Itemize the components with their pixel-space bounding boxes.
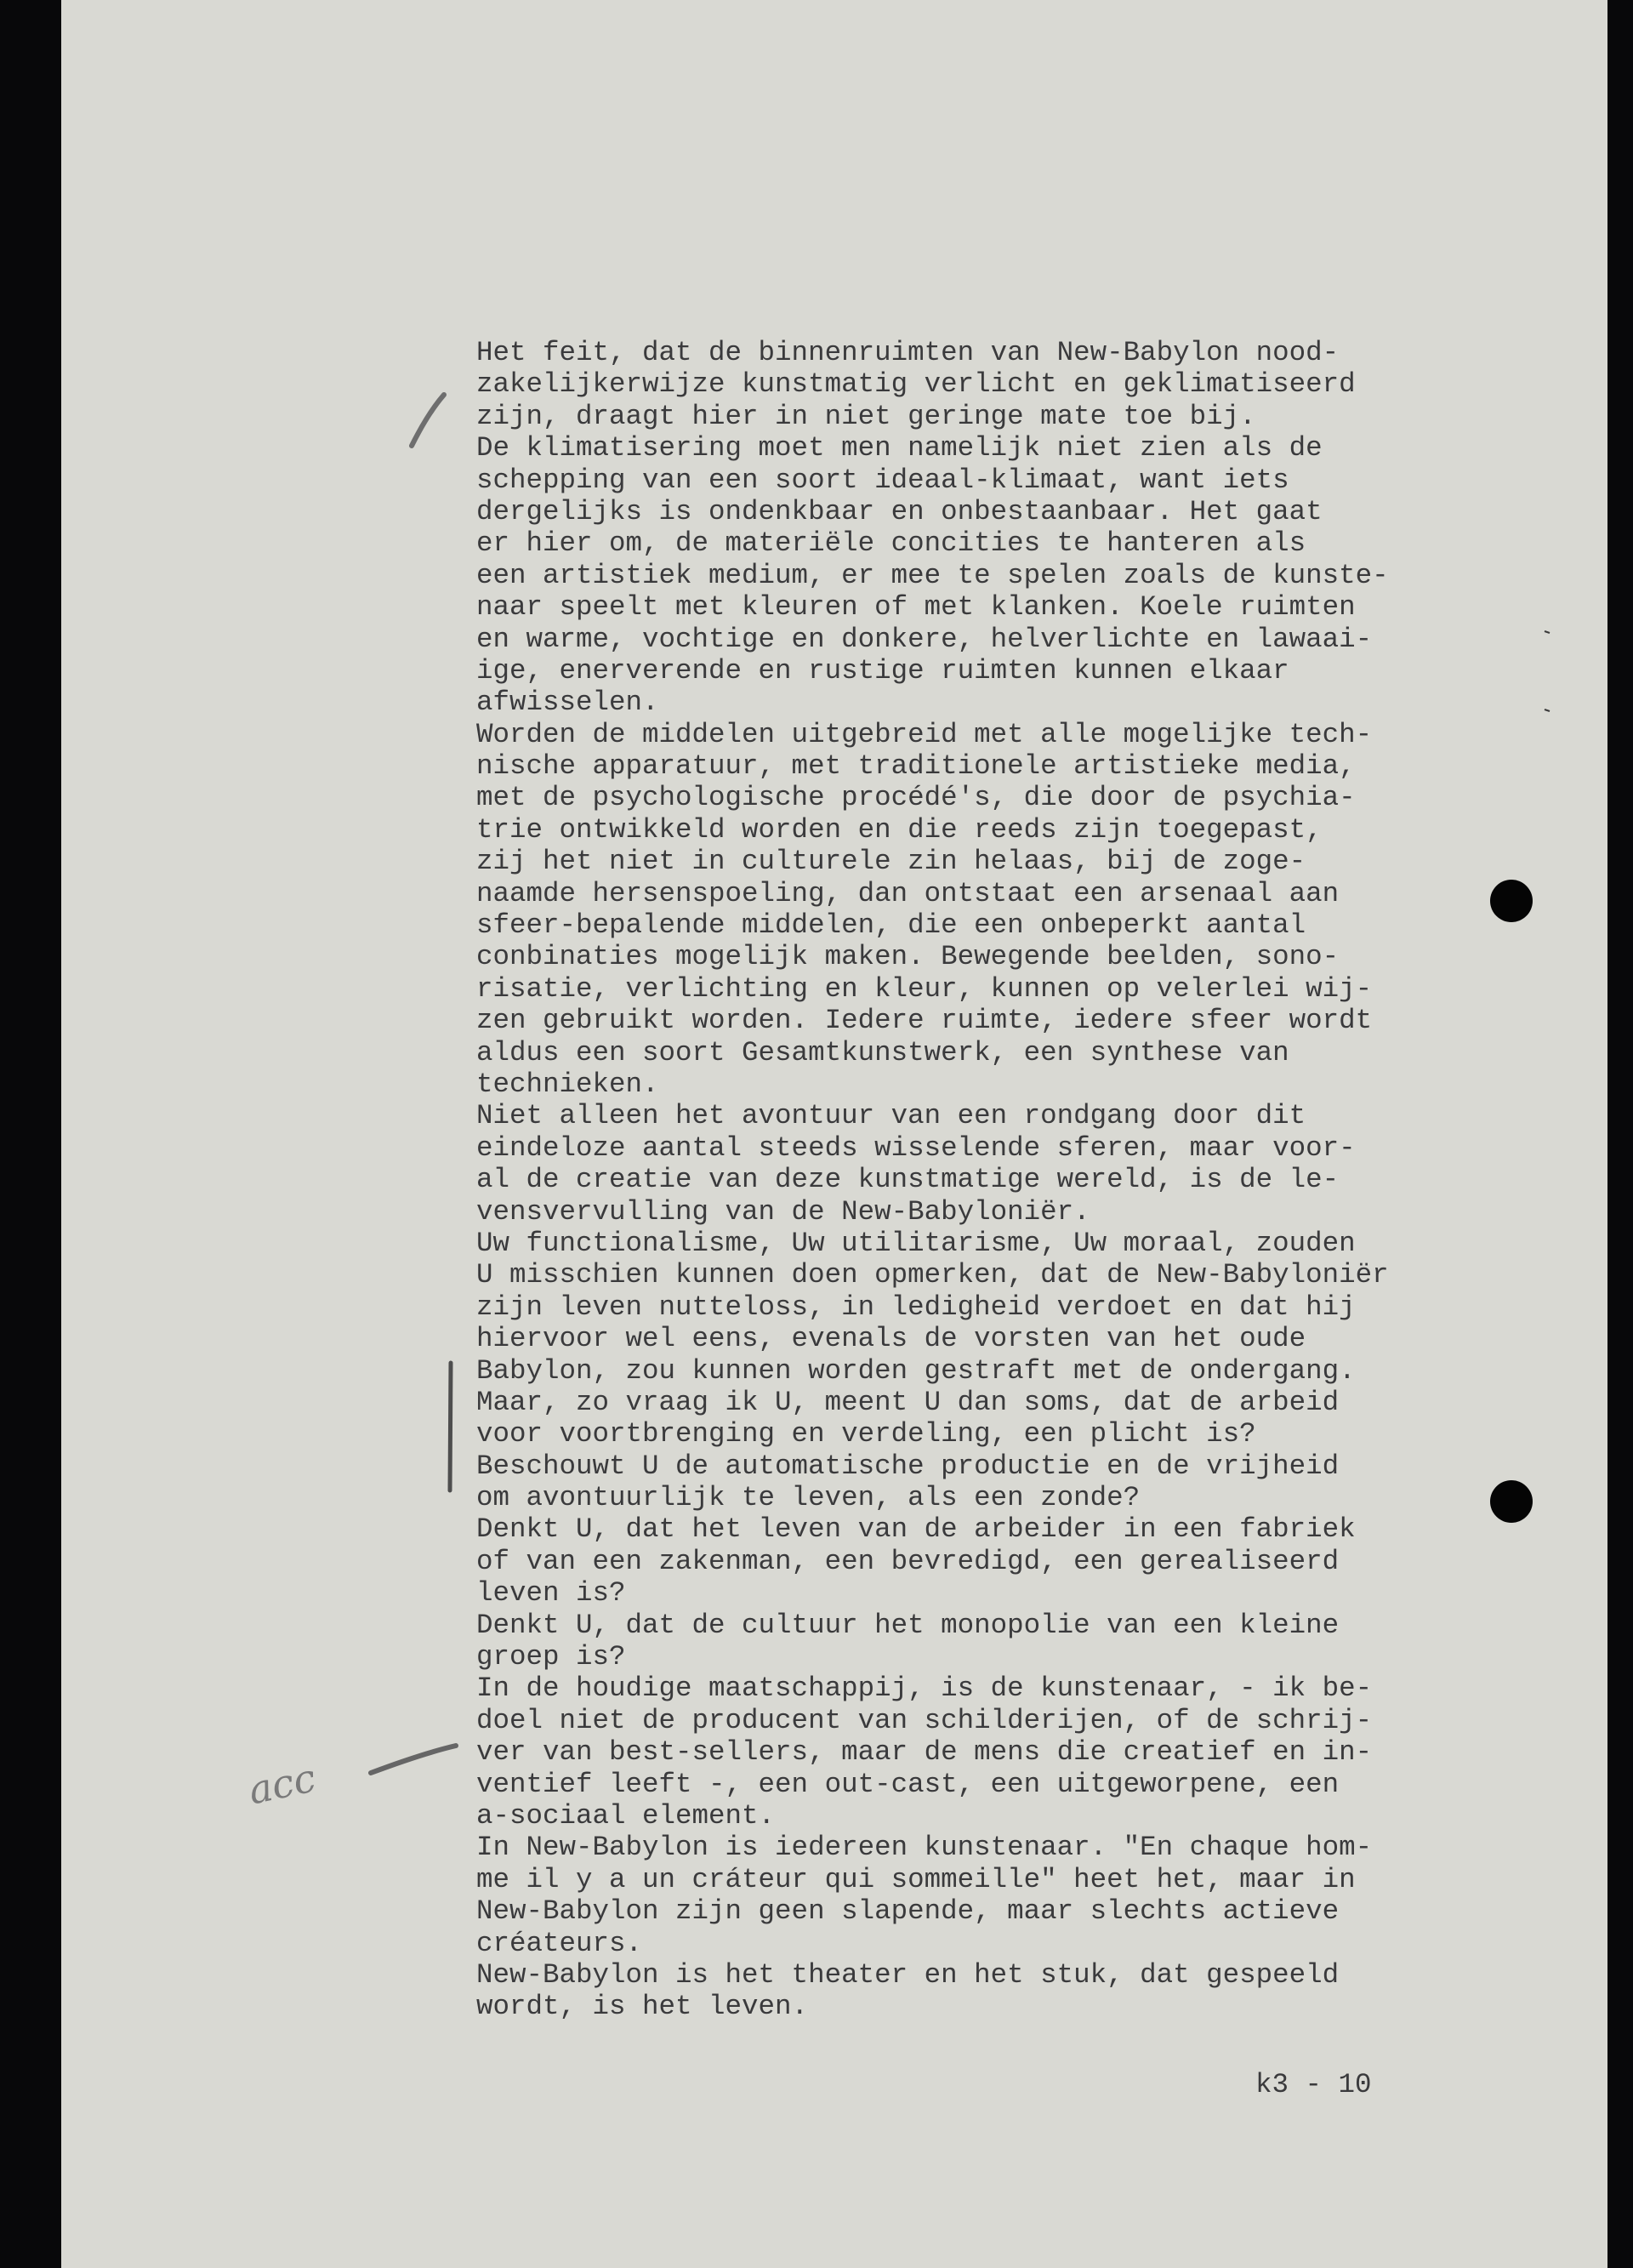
text-line: zen gebruikt worden. Iedere ruimte, iedere sfeer wordt <box>476 1005 1373 1037</box>
text-line: ver van best-sellers, maar de mens die creatief en in- <box>476 1736 1373 1769</box>
text-line: hiervoor wel eens, evenals de vorsten van het oude <box>476 1323 1306 1355</box>
text-line: conbinaties mogelijk maken. Bewegende beelden, sono- <box>476 941 1340 973</box>
text-line: Babylon, zou kunnen worden gestraft met de ondergang. <box>476 1354 1356 1387</box>
text-line: om avontuurlijk te leven, als een zonde? <box>476 1482 1141 1514</box>
text-line: voor voortbrenging en verdeling, een plicht is? <box>476 1418 1256 1450</box>
handwritten-annotation: acc <box>244 1754 320 1814</box>
text-line: me il y a un cráteur qui sommeille" heet het, maar in <box>476 1863 1356 1895</box>
text-line: er hier om, de materiële concities te hanteren als <box>476 527 1306 560</box>
text-line: zijn leven nutteloss, in ledigheid verdoet en dat hij <box>476 1291 1356 1323</box>
text-line: en warme, vochtige en donkere, helverlichte en lawaai- <box>476 623 1373 655</box>
text-line: nische apparatuur, met traditionele artistieke media, <box>476 750 1356 783</box>
pencil-margin-bar <box>442 1359 459 1496</box>
text-line: De klimatisering moet men namelijk niet zien als de <box>476 432 1323 464</box>
punch-hole-top <box>1490 880 1533 922</box>
text-line: Het feit, dat de binnenruimten van New-Babylon nood- <box>476 337 1340 368</box>
text-line: Denkt U, dat de cultuur het monopolie van een kleine <box>476 1609 1340 1641</box>
text-line: al de creatie van deze kunstmatige wereld, is de le- <box>476 1164 1340 1196</box>
text-line: Maar, zo vraag ik U, meent U dan soms, dat de arbeid <box>476 1386 1340 1418</box>
text-line: eindeloze aantal steeds wisselende sferen, maar voor- <box>476 1131 1356 1164</box>
page-number: k3 - 10 <box>1255 2069 1372 2100</box>
text-line: aldus een soort Gesamtkunstwerk, een synthese van <box>476 1036 1289 1068</box>
pencil-dash-mark <box>367 1741 461 1778</box>
text-line: vensvervulling van de New-Babyloniër. <box>476 1195 1090 1228</box>
text-line: naar speelt met kleuren of met klanken. Koele ruimten <box>476 591 1356 624</box>
text-line: In New-Babylon is iedereen kunstenaar. "En chaque hom- <box>476 1832 1373 1864</box>
text-line: trie ontwikkeld worden en die reeds zijn toegepast, <box>476 813 1323 846</box>
typed-body-text <box>476 337 1389 2023</box>
punch-hole-bottom <box>1490 1480 1533 1523</box>
text-line: of van een zakenman, een bevredigd, een gerealiseerd <box>476 1545 1340 1577</box>
text-line: zij het niet in culturele zin helaas, bij de zoge- <box>476 846 1306 878</box>
text-line: zijn, draagt hier in niet geringe mate toe bij. <box>476 400 1256 432</box>
text-line: New-Babylon is het theater en het stuk, dat gespeeld <box>476 1958 1340 1991</box>
text-line: New-Babylon zijn geen slapende, maar slechts actieve <box>476 1895 1340 1928</box>
text-line: doel niet de producent van schilderijen, of de schrij- <box>476 1704 1373 1736</box>
text-line: afwisselen. <box>476 687 659 719</box>
text-line: leven is? <box>476 1577 626 1610</box>
text-line: a-sociaal element. <box>476 1799 776 1832</box>
text-line: U misschien kunnen doen opmerken, dat de New-Babyloniër <box>476 1259 1389 1291</box>
text-line: wordt, is het leven. <box>476 1991 809 2023</box>
text-line: créateurs. <box>476 1927 643 1959</box>
text-line: naamde hersenspoeling, dan ontstaat een arsenaal aan <box>476 877 1340 909</box>
text-line: dergelijks is ondenkbaar en onbestaanbaar. Het gaat <box>476 495 1323 527</box>
text-line: technieken. <box>476 1068 659 1100</box>
text-line: groep is? <box>476 1641 626 1673</box>
text-line: Niet alleen het avontuur van een rondgang door dit <box>476 1100 1306 1132</box>
text-line: Beschouwt U de automatische productie en de vrijheid <box>476 1450 1340 1482</box>
text-line: sfeer-bepalende middelen, die een onbeperkt aantal <box>476 909 1306 942</box>
text-line: risatie, verlichting en kleur, kunnen op velerlei wij- <box>476 972 1373 1005</box>
text-line: zakelijkerwijze kunstmatig verlicht en geklimatiseerd <box>476 368 1356 401</box>
margin-tick-mark <box>1541 628 1555 720</box>
text-line: In de houdige maatschappij, is de kunstenaar, - ik be- <box>476 1673 1373 1705</box>
text-line: Uw functionalisme, Uw utilitarisme, Uw moraal, zouden <box>476 1227 1356 1259</box>
text-line: met de psychologische procédé's, die door de psychia- <box>476 782 1356 814</box>
pencil-slash-mark <box>407 391 449 451</box>
text-line: een artistiek medium, er mee te spelen zoals de kunste- <box>476 559 1389 591</box>
text-line: ventief leeft -, een out-cast, een uitgeworpene, een <box>476 1768 1340 1800</box>
text-line: Denkt U, dat het leven van de arbeider in een fabriek <box>476 1513 1356 1546</box>
text-line: Worden de middelen uitgebreid met alle mogelijke tech- <box>476 718 1373 750</box>
text-line: ige, enerverende en rustige ruimten kunnen elkaar <box>476 654 1289 687</box>
text-line: schepping van een soort ideaal-klimaat, want iets <box>476 464 1289 496</box>
